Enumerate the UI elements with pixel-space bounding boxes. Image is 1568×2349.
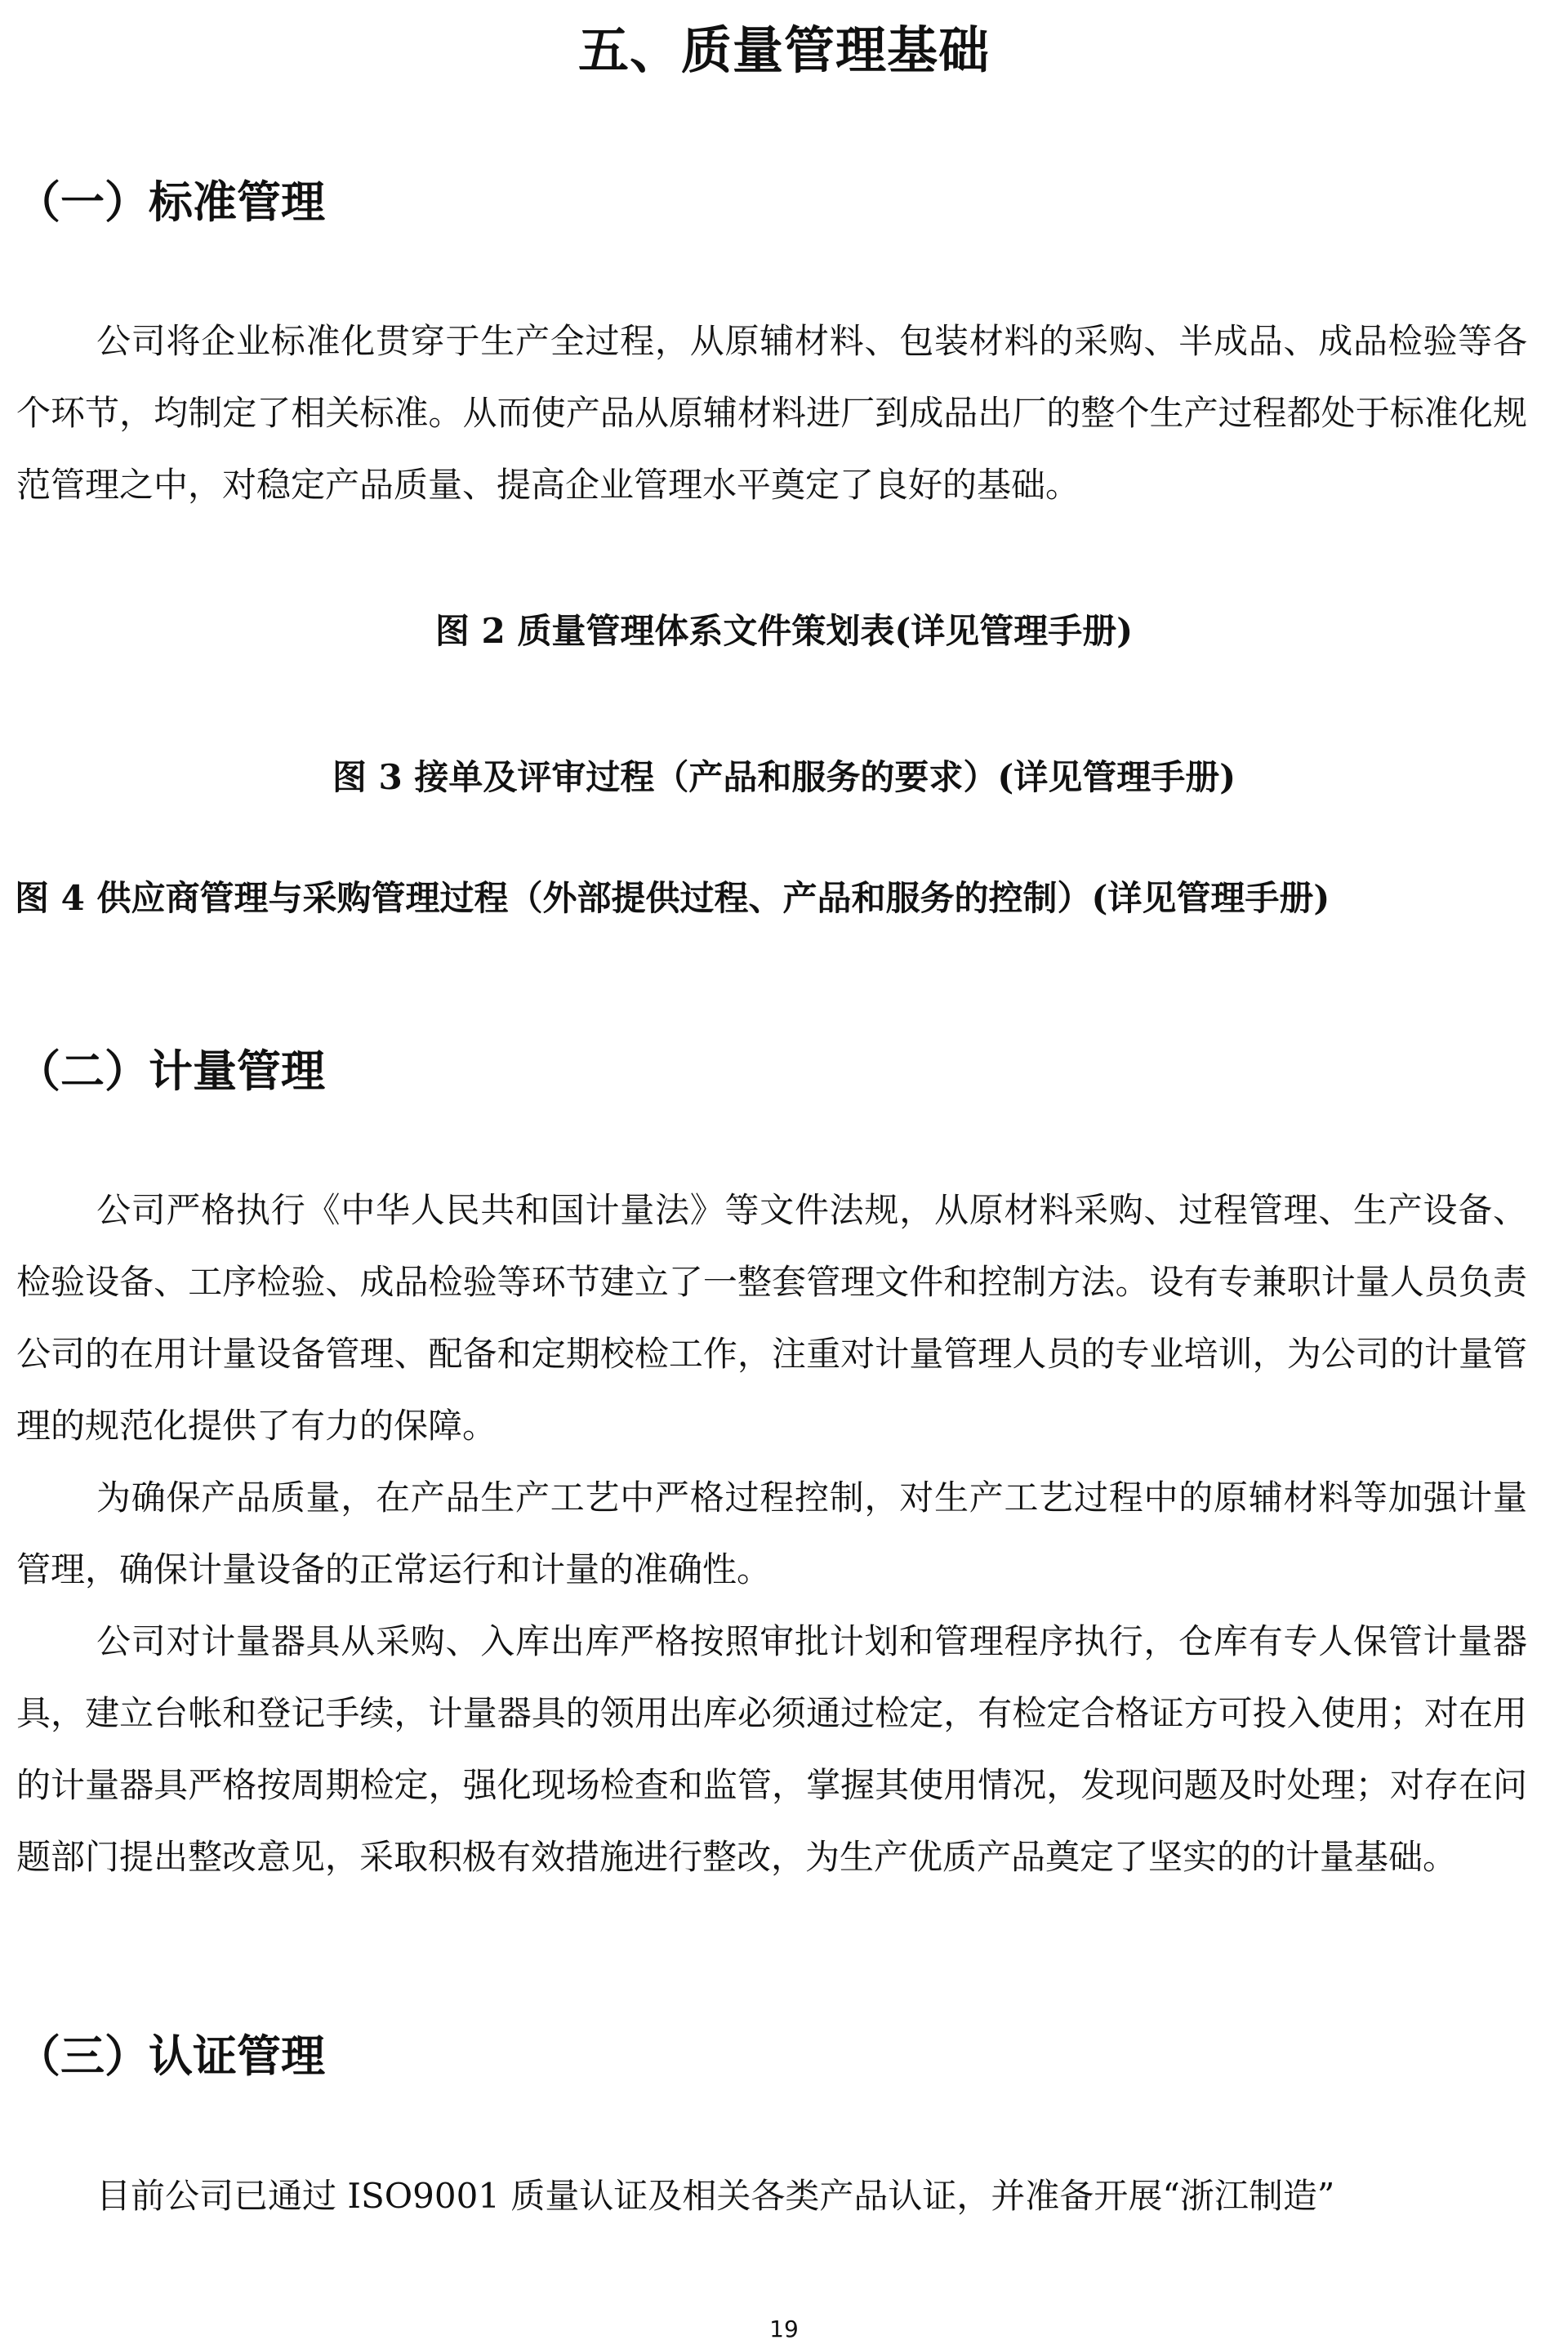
page-number: 19 — [769, 2316, 799, 2342]
figure-caption-2: 图 2 质量管理体系文件策划表(详见管理手册) — [434, 611, 1134, 651]
section-heading-standard-management: （一）标准管理 — [16, 176, 325, 228]
section-heading-metrology-management: （二）计量管理 — [16, 1045, 325, 1097]
page-title: 五、质量管理基础 — [577, 20, 990, 80]
figure-caption-4: 图 4 供应商管理与采购管理过程（外部提供过程、产品和服务的控制）(详见管理手册) — [15, 878, 1330, 918]
paragraph-metrology-3: 公司对计量器具从采购、入库出库严格按照审批计划和管理程序执行，仓库有专人保管计量器具，建立台帐和登记手续，计量器具的领用出库必须通过检定，有检定合格证方可投入使用；对在用的计量器具严格按周期检定，强化现场检查和监管，掌握其使用情况，发现问题及时处理；对存在问题部门提出整改意见，采取积极有效措施进行整改，为生产优质产品奠定了坚实的的计量基础。 — [16, 1621, 1527, 1877]
paragraph-certification: 目前公司已通过 ISO9001 质量认证及相关各类产品认证，并准备开展“浙江制造” — [96, 2176, 1335, 2216]
paragraph-metrology-2: 为确保产品质量，在产品生产工艺中严格过程控制，对生产工艺过程中的原辅材料等加强计量管理，确保计量设备的正常运行和计量的准确性。 — [16, 1478, 1527, 1589]
section-heading-certification-management: （三）认证管理 — [16, 2030, 325, 2082]
figure-caption-3: 图 3 接单及评审过程（产品和服务的要求）(详见管理手册) — [332, 757, 1236, 797]
paragraph-metrology-1: 公司严格执行《中华人民共和国计量法》等文件法规，从原材料采购、过程管理、生产设备、检验设备、工序检验、成品检验等环节建立了一整套管理文件和控制方法。设有专兼职计量人员负责公司的在用计量设备管理、配备和定期校检工作，注重对计量管理人员的专业培训，为公司的计量管理的规范化提供了有力的保障。 — [16, 1190, 1527, 1446]
paragraph-standard-management: 公司将企业标准化贯穿于生产全过程，从原辅材料、包装材料的采购、半成品、成品检验等各个环节，均制定了相关标准。从而使产品从原辅材料进厂到成品出厂的整个生产过程都处于标准化规范管理之中，对稳定产品质量、提高企业管理水平奠定了良好的基础。 — [16, 321, 1527, 505]
